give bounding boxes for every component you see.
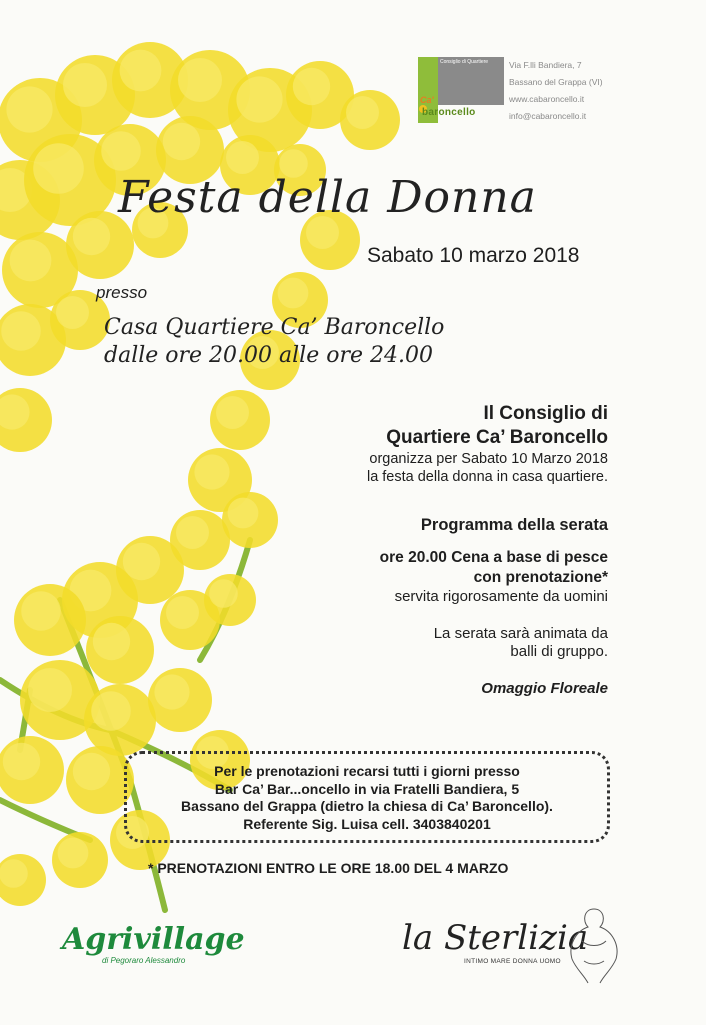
- intro-block: [367, 402, 608, 486]
- intro-text-2: la festa della donna in casa quartiere.: [366, 469, 608, 485]
- venue-line-2: dalle ore 20.00 alle ore 24.00: [104, 343, 433, 368]
- address-street: Via F.lli Bandiera, 7: [509, 60, 582, 70]
- logo-brand-name: baroncello: [422, 107, 476, 118]
- agrivillage-subtitle: di Pegoraro Alessandro: [102, 956, 186, 965]
- programma-animata: La serata sarà animata da: [433, 625, 608, 642]
- booking-line-3: Bassano del Grappa (dietro la chiesa di Ca’ Baroncello).: [181, 798, 553, 814]
- logo-brand-ca: Ca': [420, 95, 434, 105]
- programma-cena: ore 20.00 Cena a base di pesce: [379, 549, 608, 566]
- intro-heading-2: Quartiere Ca’ Baroncello: [386, 427, 608, 448]
- sterlizia-silhouette-icon: [560, 905, 628, 985]
- intro-heading-1: Il Consiglio di: [483, 403, 608, 424]
- booking-box: [124, 751, 610, 843]
- intro-text-1: organizza per Sabato 10 Marzo 2018: [369, 451, 608, 467]
- address-city: Bassano del Grappa (VI): [509, 77, 603, 87]
- cabaroncello-logo: [418, 57, 504, 123]
- booking-line-4: Referente Sig. Luisa cell. 3403840201: [243, 815, 491, 832]
- event-title: Festa della Donna: [118, 172, 537, 223]
- programma-block: [380, 515, 608, 697]
- event-date: Sabato 10 marzo 2018: [367, 244, 580, 267]
- programma-omaggio: Omaggio Floreale: [481, 680, 608, 697]
- programma-prenotazione: con prenotazione*: [473, 569, 608, 586]
- booking-deadline: * PRENOTAZIONI ENTRO LE ORE 18.00 DEL 4 MARZO: [148, 860, 509, 876]
- programma-balli: balli di gruppo.: [510, 643, 608, 660]
- booking-line-2: Bar Ca’ Bar...oncello in via Fratelli Bandiera, 5: [214, 780, 520, 797]
- event-presso: presso: [96, 283, 148, 302]
- sterlizia-logo: la Sterlizia: [402, 918, 589, 958]
- logo-top-text: Consiglio di Quartiere: [440, 59, 489, 65]
- event-venue: [104, 314, 444, 370]
- address-email[interactable]: info@cabaroncello.it: [509, 111, 587, 121]
- agrivillage-logo: Agrivillage: [62, 922, 245, 957]
- programma-heading: Programma della serata: [420, 516, 608, 534]
- programma-servita: servita rigorosamente da uomini: [394, 588, 608, 605]
- address-website[interactable]: www.cabaroncello.it: [509, 94, 585, 104]
- venue-line-1: Casa Quartiere Ca’ Baroncello: [104, 315, 445, 340]
- booking-line-1: Per le prenotazioni recarsi tutti i giorni presso: [214, 763, 520, 779]
- sterlizia-subtitle: INTIMO MARE DONNA UOMO: [464, 958, 561, 965]
